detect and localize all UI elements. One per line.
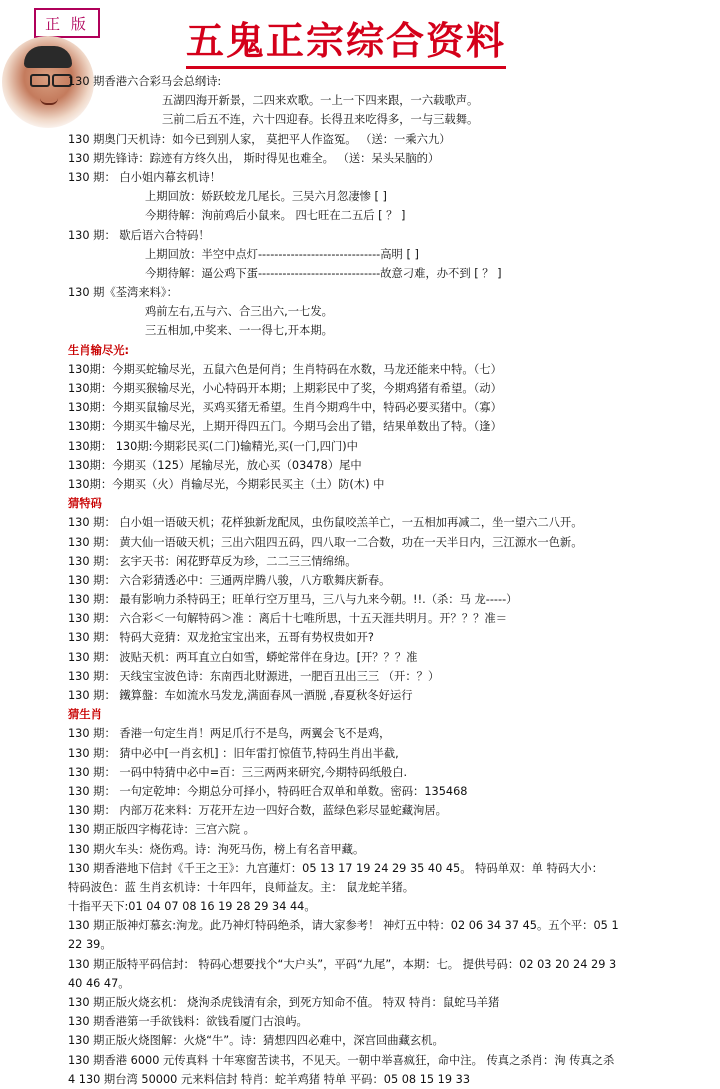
text-line: 130 期： 白小姐一语破天机；花样独新龙配凤，虫伤鼠咬羔羊亡，一五相加再减二，坐一望六二八开。 [68, 516, 583, 530]
text-line: 130期：今期买（125）尾输尽光，放心买（03478）尾中 [68, 458, 362, 472]
text-line: 130期：今期买蛇输尽光，五鼠六色是何肖；生肖特码在水数，马龙还能来中特。（七） [68, 362, 502, 376]
text-line: 130 期： 歇后语六合特码！ [68, 228, 210, 242]
text-line: 130 期： 香港一句定生肖！两足爪行不是鸟，两翼会飞不是鸡， [68, 727, 391, 741]
text-line: 130 期： 一句定乾坤：今期总分可择小，特码旺合双单和单数。密码：135468 [68, 784, 468, 798]
text-line: 130 期正版特平码信封： 特码心想要找个“大户头”，平码“九尾”，本期：七。 提供号码：02 03 20 24 29 3 [68, 957, 617, 971]
text-line: 130 期《荃湾来料》： [68, 286, 178, 300]
portrait-hair [24, 46, 72, 68]
text-line: 特码波色：蓝 生肖玄机诗：十年四年，良师益友。主： 鼠龙蛇羊猪。 [68, 880, 415, 894]
text-line: 鸡前左右,五与六、合三出六,一七发。 [145, 305, 333, 319]
text-line: 130 期香港 6000 元传真料 十年寒窗苦读书，不见天。一朝中举喜疯狂，命中注。 传真之杀肖：洵 传真之杀 [68, 1053, 615, 1067]
text-line: 130期：今期买猴输尽光，小心特码开本期；上期彩民中了奖，今期鸡猪有希望。（动） [68, 382, 502, 395]
text-line: 130 期： 波贴天机：两耳直立白如雪，蟒蛇常伴在身边。[开？？？准 [68, 650, 418, 664]
text-line: 130 期： 黄大仙一语破天机；三出六阻四五码，四八取一二合数，功在一天半日内，三江源水一色新。 [68, 535, 583, 549]
text-line: 4 130 期台湾 50000 元来料信封 特肖：蛇羊鸡猪 特单 平码：05 08 15 19 33 [68, 1072, 471, 1086]
page-title: 五鬼正宗综合资料 [186, 16, 506, 69]
text-line: 130 期火车头：烧伤鸡。诗：洵死马伤，榜上有名音甲藏。 [68, 842, 365, 856]
text-line: 上期回放：半空中点灯------------------------------高明 [ ] [145, 247, 419, 261]
text-line: 130期： 130期:今期彩民买(二门)输精光,买(一门,四门)中 [68, 439, 358, 453]
text-line: 130 期香港六合彩马会总纲诗: [68, 75, 222, 88]
text-line: 十指平天下:01 04 07 08 16 19 28 29 34 44。 [68, 900, 316, 914]
text-line: 130期：今期买牛输尽光，上期开得四五门。今期马会出了错，结果单数出了特。（逢） [68, 420, 502, 434]
text-line: 130 期正版神灯慕玄:洵龙。此乃神灯特码绝杀，请大家参考！ 神灯五中特：02 06 34 37 45。五个平：05 1 [68, 919, 619, 933]
text-line: 五湖四海开新景，二四来欢歌。一上一下四来跟，一六载歌声。 [162, 94, 479, 108]
text-line: 上期回放：娇跃蛟龙几尾长。三吴六月忽凄惨 [ ] [145, 190, 387, 204]
text-line: 130 期奥门天机诗：如今已到别人家， 莫把平人作盗冤。 （送：一乘六九） [68, 132, 451, 146]
text-line: 130 期先锋诗：踪迹有方终久出， 斯时得见也难全。 （送：呆头呆脑的） [68, 151, 440, 165]
text-line: 130 期： 六合彩猜透必中：三通两岸腾八骏，八方歌舞庆新春。 [68, 573, 391, 587]
text-line: 三五相加,中奖来、一一得七,开本期。 [145, 324, 333, 338]
text-line: 130 期： 白小姐内幕玄机诗！ [68, 170, 222, 184]
text-line: 130 期： 一码中特猜中必中=百：三三两两来研究,今期特码纸般白. [68, 765, 408, 779]
text-line: 130 期： 最有影响力杀特码王；旺单行空万里马，三八与九来今朝。!!.（杀：马 龙-----） [68, 593, 518, 607]
text-line: 130 期： 六合彩＜一句解特码＞准 ：离后十七唯所思，十五天涯共明月。开？？？准＝ [68, 612, 508, 626]
text-line: 130 期： 鐵算盤：车如流水马发龙,满面春风一酒脱 ,春夏秋冬好运行 [68, 689, 413, 702]
text-line: 40 46 47。 [68, 976, 130, 990]
text-line: 130 期： 内部万花来料：万花开左边一四好合数，蓝绿色彩尽显蛇藏洵居。 [68, 804, 447, 818]
text-line: 22 39。 [68, 938, 112, 952]
section-heading: 生肖输尽光: [68, 343, 130, 357]
text-line: 今期待解：逼公鸡下蛋------------------------------故意刁难，办不到 [ ？ ] [145, 266, 502, 280]
text-line: 130期：今期买鼠输尽光，买鸡买猪无希望。生肖今期鸡牛中，特码必要买猪中。（寡） [68, 401, 502, 415]
text-line: 130 期： 特码大竞猜：双龙抢宝宝出来，五哥有势权贵如开? [68, 631, 374, 645]
text-line: 130 期香港地下信封《千王之王》：九宫蓮灯：05 13 17 19 24 29 35 40 45。 特码单双：单 特码大小： [68, 861, 603, 875]
section-heading: 猜特码 [68, 497, 102, 511]
text-line: 130 期正版火烧玄机： 烧洵杀虎钱清有余，到死方知命不值。 特双 特肖：鼠蛇马羊猪 [68, 996, 500, 1009]
section-heading: 猜生肖 [68, 708, 102, 722]
text-line: 130期：今期买（火）肖输尽光，今期彩民买主（土）防(木) 中 [68, 477, 385, 491]
text-line: 三前二后五不连，六十四迎春。长得丑来吃得多，一与三载舞。 [162, 113, 479, 127]
text-line: 130 期正版火烧图解：火烧“牛”。诗：猜想四四必难中，深宫回曲藏玄机。 [68, 1034, 444, 1048]
text-line: 今期待解：洵前鸡后小鼠来。 四七旺在二五后 [ ？ ] [145, 209, 406, 223]
document-body [0, 72, 720, 1089]
text-line: 130 期： 玄宇天书：闲花野草反为珍，二二三三情绵绵。 [68, 554, 357, 568]
genuine-badge: 正 版 [34, 8, 100, 38]
text-line: 130 期正版四字梅花诗：三宫六院 。 [68, 823, 255, 837]
text-line: 130 期： 天线宝宝波色诗：东南西北财源进，一肥百丑出三三 （开：？） [68, 669, 440, 683]
text-line: 130 期： 猜中必中[一肖玄机] ：旧年雷打惊值节,特码生肖出半截, [68, 746, 399, 760]
text-line: 130 期香港第一手欲钱料：欲钱看厦门古浪屿。 [68, 1015, 308, 1029]
